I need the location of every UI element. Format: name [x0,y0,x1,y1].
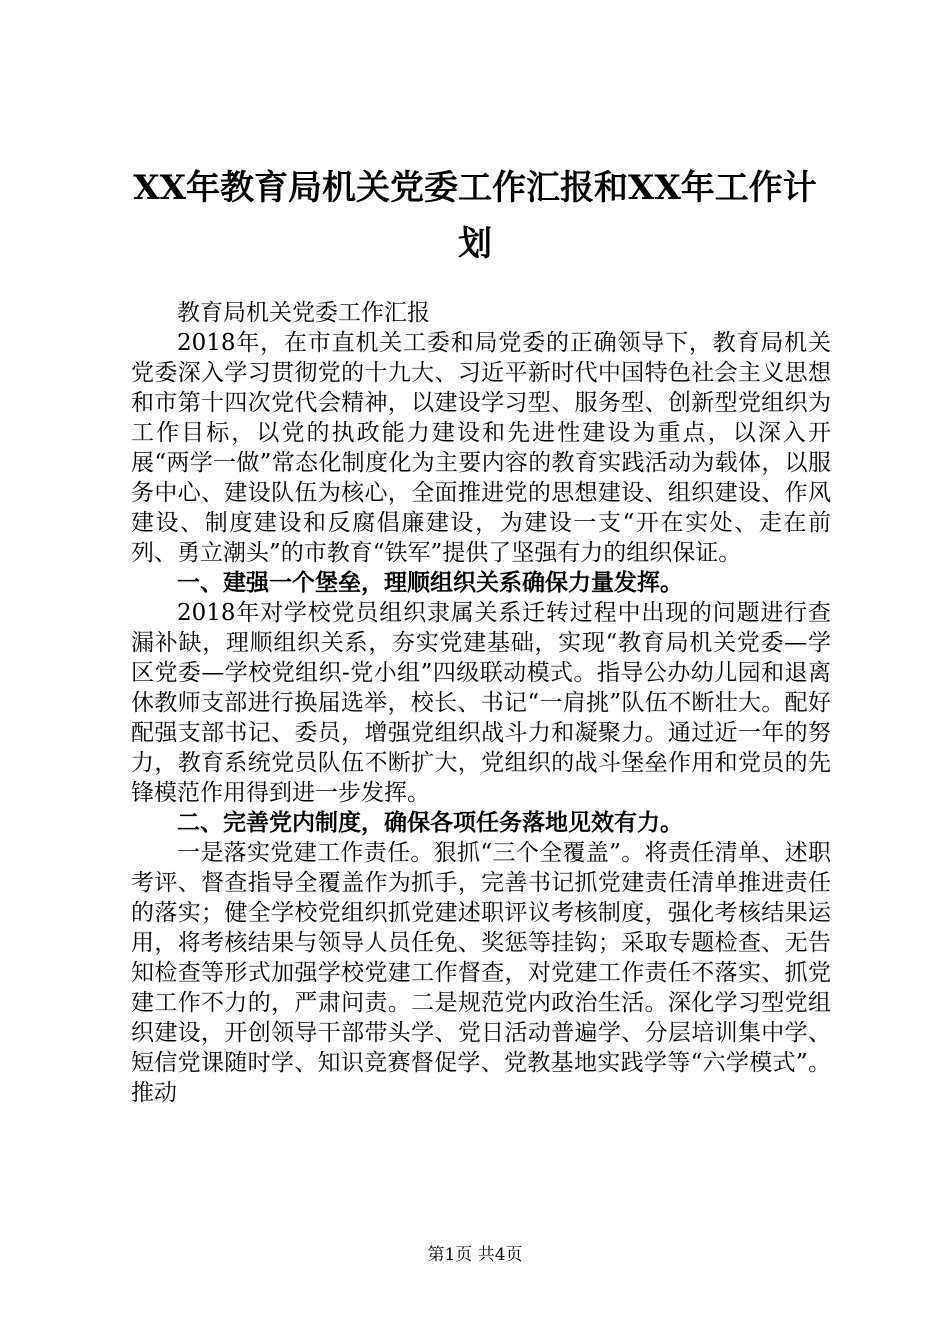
section-heading-2: 二、完善党内制度，确保各项任务落地见效有力。 [177,809,683,836]
document-title: XX年教育局机关党委工作汇报和XX年工作计划 [133,168,817,264]
section-2-paragraph: 一是落实党建工作责任。狠抓“三个全覆盖”。将责任清单、述职考评、督查指导全覆盖作为抓手，完善书记抓党建责任清单推进责任的落实；健全学校党组织抓党建述职评议考核制度，强化考核结果运用，将考核结果与领导人员任免、奖惩等挂钩；采取专题检查、无告知检查等形式加强学校党建工作督查，对党建工作责任不落实、抓党建工作不力的，严肃问责。二是规范党内政治生活。深化学习型党组织建设，开创领导干部带头学、党日活动普遍学、分层培训集中学、短信党课随时学、知识竞赛督促学、党教基地实践学等“六学模式”。推动 [131,840,831,1106]
subtitle-paragraph: 教育局机关党委工作汇报 [177,300,430,326]
page-footer: 第1页 共4页 [427,1245,523,1265]
section-heading-1: 一、建强一个堡垒，理顺组织关系确保力量发挥。 [177,569,683,596]
section-1-paragraph: 2018年对学校党员组织隶属关系迁转过程中出现的问题进行查漏补缺，理顺组织关系，夯实党建基础，实现“教育局机关党委—学区党委—学校党组织-党小组”四级联动模式。指导公办幼儿园和退离休教师支部进行换届选举，校长、书记“一肩挑”队伍不断壮大。配好配强支部书记、委员，增强党组织战斗力和凝聚力。通过近一年的努力，教育系统党员队伍不断扩大，党组织的战斗堡垒作用和党员的先锋模范作用得到进一步发挥。 [131,600,831,806]
document-body [131,298,831,1108]
intro-paragraph: 2018年，在市直机关工委和局党委的正确领导下，教育局机关党委深入学习贯彻党的十九大、习近平新时代中国特色社会主义思想和市第十四次党代会精神，以建设学习型、服务型、创新型党组织为工作目标，以党的执政能力建设和先进性建设为重点，以深入开展“两学一做”常态化制度化为主要内容的教育实践活动为载体，以服务中心、建设队伍为核心，全面推进党的思想建设、组织建设、作风建设、制度建设和反腐倡廉建设，为建设一支“开在实处、走在前列、勇立潮头”的市教育“铁军”提供了坚强有力的组织保证。 [131,330,831,566]
